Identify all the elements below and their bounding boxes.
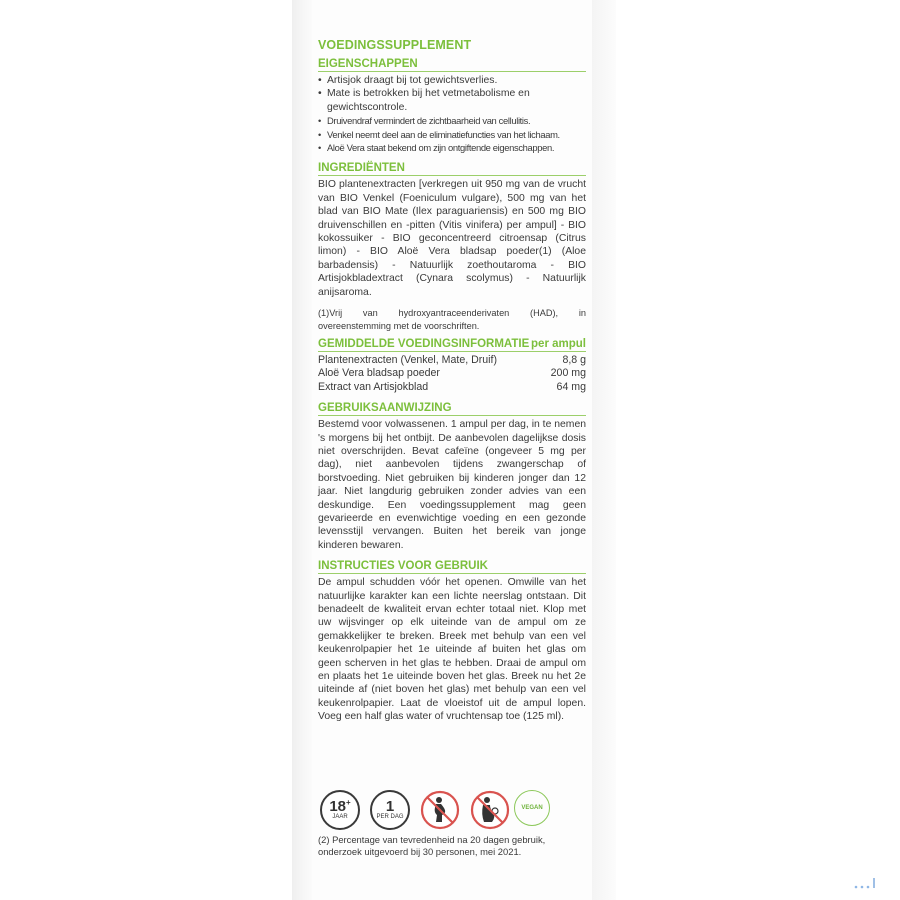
brand-mark-icon [852,876,882,890]
ingredients-text: BIO plantenextracten [verkregen uit 950 mg van de vrucht van BIO Venkel (Foeniculum vulgare), 500 mg van het blad van BIO Mate (Ilex paraguariensis) en 500 mg BIO druivenschillen en -pitten (Vitis vinifera) per ampul] - BIO kokossuiker - BIO geconcentreerd citroensap (Citrus limon) - BIO Aloë Vera bladsap poeder(1) (Aloe barbadensis) - Natuurlijk zoethoutaroma - BIO Artisjokbladextract (Cynara scolymus) - Natuurlijk anijsaroma. [318,179,586,298]
no-pregnant-icon [420,790,460,830]
instructions-text: De ampul schudden vóór het openen. Omwille van het natuurlijke karakter kan een lichte neerslag ontstaan. Dit benadeelt de kwaliteit ervan echter totaal niet. Klop met uw wijsvinger op elk uiteinde van de ampul om ze gemakkelijker te breken. Breek met behulp van een vel keukenrolpapier het 1e uiteinde af buiten het glas om geen scherven in het glas te hebben. Draai de ampul om en plaats het 1e uiteinde boven het glas. Breek nu het 2e uiteinde af (niet boven het glas) met behulp van een vel keukenrolpapier. Laat de vloeistof uit de ampul lopen. Voeg een half glas water of vruchtensap toe (125 ml). [318,577,586,723]
usage-text: Bestemd voor volwassenen. 1 ampul per dag, in te nemen 's morgens bij het ontbijt. De aanbevolen dagelijkse dosis niet overschrijden. Bevat cafeïne (ongeveer 5 mg per dag), niet aanbevolen tijdens zwangerschap of borstvoeding. Niet gebruiken bij kinderen jonger dan 12 jaar. Niet langdurig gebruiken zonder advies van een deskundige. Een voedingssupplement mag geen gevarieerde en evenwichtige voeding en een gezonde levensstijl vervangen. Buiten het bereik van jonge kinderen bewaren. [318,419,587,551]
instructions-heading: INSTRUCTIES VOOR GEBRUIK [318,560,586,574]
property-item: • Mate is betrokken bij het vetmetabolisme en gewichtscontrole. [318,87,586,114]
no-breastfeeding-icon [470,790,510,830]
properties-list [318,74,586,154]
vegan-badge-icon: VEGAN [514,790,550,826]
satisfaction-footnote: (2) Percentage van tevredenheid na 20 dagen gebruik, onderzoek uitgevoerd bij 30 personen, mei 2021. [318,834,546,857]
nutrition-heading: GEMIDDELDE VOEDINGSINFORMATIE per ampul [318,337,586,350]
product-category-title: VOEDINGSSUPPLEMENT [318,38,472,52]
ingredients-footnote: (1)Vrij van hydroxyantraceenderivaten (HAD), in overeenstemming met de voorschriften. [318,308,586,331]
properties-heading: EIGENSCHAPPEN [318,58,586,72]
box-edge-left [292,0,312,900]
table-row: Extract van Artisjokblad 64 mg [318,380,586,393]
label-content [318,38,586,724]
usage-heading: GEBRUIKSAANWIJZING [318,402,586,416]
age-18-icon: 18+ JAAR [320,790,360,830]
pictogram-row [318,790,586,834]
property-item: • Druivendraf vermindert de zichtbaarheid van cellulitis. [318,114,586,127]
one-per-day-icon: 1 PER DAG [370,790,410,830]
property-item: • Artisjok draagt bij tot gewichtsverlies. [318,74,586,87]
nutrition-table [318,354,586,394]
table-row: Plantenextracten (Venkel, Mate, Druif) 8,8 g [318,353,586,366]
table-row: Aloë Vera bladsap poeder 200 mg [318,367,586,380]
ingredients-heading: INGREDIËNTEN [318,162,586,176]
property-item: • Venkel neemt deel aan de eliminatiefuncties van het lichaam. [318,128,586,141]
property-item: • Aloë Vera staat bekend om zijn ontgiftende eigenschappen. [318,141,586,154]
nutrition-heading-suffix: per ampul [531,337,586,350]
box-edge-right [592,0,616,900]
